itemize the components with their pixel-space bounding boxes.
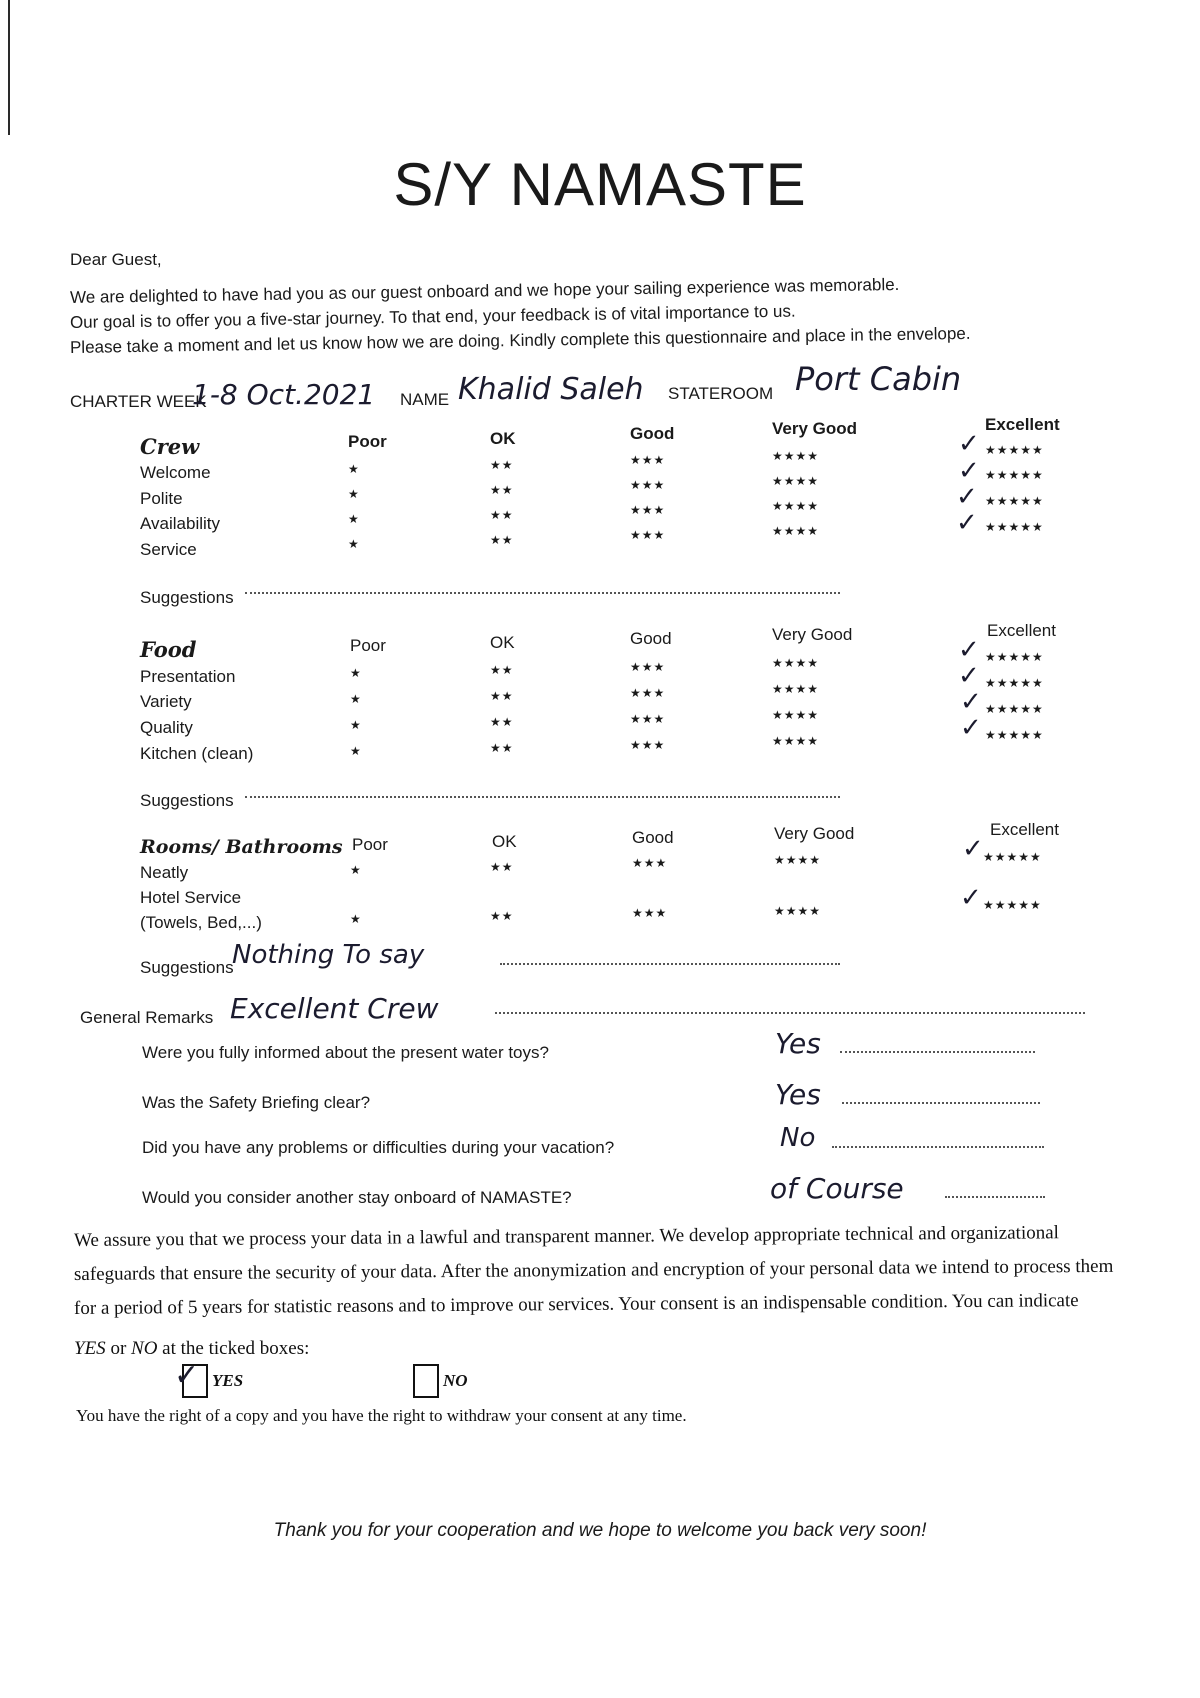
question-water-toys: Were you fully informed about the present water toys? — [142, 1043, 549, 1062]
greeting: Dear Guest, — [70, 250, 162, 269]
rooms-r1-excellent-stars[interactable]: ★★★★★ — [983, 850, 1042, 864]
crew-r4-poor-stars[interactable]: ★ — [348, 537, 360, 551]
rooms-r1-good-stars[interactable]: ★★★ — [632, 856, 668, 870]
crew-col-very-good: Very Good — [772, 419, 858, 438]
food-r1-check-icon: ✓ — [958, 634, 980, 664]
general-remarks-label: General Remarks — [80, 1008, 214, 1027]
rooms-r2-poor-stars[interactable]: ★ — [350, 912, 362, 926]
crew-suggestions-label: Suggestions — [140, 588, 234, 607]
rooms-col-very-good: Very Good — [774, 824, 855, 843]
crew-r4-check-icon: ✓ — [956, 507, 978, 537]
crew-r3-verygood-stars[interactable]: ★★★★ — [772, 499, 820, 513]
rooms-col-good: Good — [632, 828, 674, 847]
stateroom-value[interactable]: Port Cabin — [795, 360, 962, 398]
rooms-heading: Rooms/ Bathrooms — [140, 836, 343, 858]
crew-suggestions-line[interactable] — [245, 592, 840, 594]
crew-r4-excellent-stars[interactable]: ★★★★★ — [985, 520, 1044, 534]
form-title: S/Y NAMASTE — [393, 151, 807, 218]
rooms-col-poor: Poor — [352, 835, 388, 854]
food-col-good: Good — [630, 629, 672, 648]
consent-yes-check-icon: ✓ — [174, 1359, 200, 1392]
food-r3-good-stars[interactable]: ★★★ — [630, 712, 666, 726]
answer-problems-line[interactable] — [832, 1146, 1044, 1148]
general-remarks-value[interactable]: Excellent Crew — [230, 992, 439, 1025]
crew-col-good: Good — [630, 424, 675, 443]
rooms-row-neatly: Neatly — [140, 863, 189, 882]
rooms-r1-ok-stars[interactable]: ★★ — [490, 860, 514, 874]
food-col-poor: Poor — [350, 636, 386, 655]
food-r2-verygood-stars[interactable]: ★★★★ — [772, 682, 820, 696]
stateroom-label: STATEROOM — [668, 384, 774, 403]
legal-or-word: or — [105, 1338, 132, 1359]
crew-col-ok: OK — [490, 429, 516, 448]
crew-r3-good-stars[interactable]: ★★★ — [630, 503, 666, 517]
crew-r1-ok-stars[interactable]: ★★ — [490, 458, 514, 472]
food-r2-excellent-stars[interactable]: ★★★★★ — [985, 676, 1044, 690]
charter-week-label: CHARTER WEEK — [70, 392, 207, 411]
crew-r3-check-icon: ✓ — [956, 481, 978, 511]
crew-r4-good-stars[interactable]: ★★★ — [630, 528, 666, 542]
rooms-r2-ok-stars[interactable]: ★★ — [490, 909, 514, 923]
intro-line-3: Please take a moment and let us know how we are doing. Kindly complete this questionnaire and place in the envelope. — [69, 323, 971, 357]
rooms-suggestions-line[interactable] — [500, 963, 840, 965]
consent-yes-checkbox[interactable] — [174, 1359, 208, 1398]
crew-col-poor: Poor — [348, 432, 387, 451]
crew-r4-verygood-stars[interactable]: ★★★★ — [772, 524, 820, 538]
crew-col-excellent: Excellent — [985, 415, 1060, 434]
legal-yes-word: YES — [74, 1338, 106, 1359]
food-heading: Food — [140, 637, 197, 662]
crew-r1-poor-stars[interactable]: ★ — [348, 462, 360, 476]
food-r4-check-icon: ✓ — [960, 712, 982, 742]
crew-r3-excellent-stars[interactable]: ★★★★★ — [985, 494, 1044, 508]
rooms-r2-good-stars[interactable]: ★★★ — [632, 906, 668, 920]
legal-line-3: for a period of 5 years for statistic reasons and to improve our services. Your consent is an indispensable condition. You can indicate — [73, 1290, 1079, 1319]
food-r4-poor-stars[interactable]: ★ — [350, 744, 362, 758]
legal-rights: You have the right of a copy and you have the right to withdraw your consent at any time. — [76, 1406, 687, 1425]
food-r1-excellent-stars[interactable]: ★★★★★ — [985, 650, 1044, 664]
legal-line-2: safeguards that ensure the security of your data. After the anonymization and encryption of your personal data we intend to process them — [73, 1255, 1114, 1285]
legal-line-1: We assure you that we process your data in a lawful and transparent manner. We develop appropriate technical and organizational — [73, 1222, 1059, 1251]
intro-line-1: We are delighted to have had you as our guest onboard and we hope your sailing experience was memorable. — [69, 274, 900, 307]
rooms-row-hotel-service: Hotel Service — [140, 888, 242, 907]
food-r3-poor-stars[interactable]: ★ — [350, 718, 362, 732]
general-remarks-line[interactable] — [495, 1012, 1085, 1014]
rooms-r2-verygood-stars[interactable]: ★★★★ — [774, 904, 822, 918]
answer-water-toys-line[interactable] — [840, 1051, 1035, 1053]
rooms-suggestions-label: Suggestions — [140, 958, 234, 977]
food-r1-verygood-stars[interactable]: ★★★★ — [772, 656, 820, 670]
scan-edge-line — [8, 0, 10, 135]
food-r2-good-stars[interactable]: ★★★ — [630, 686, 666, 700]
answer-another-stay[interactable]: of Course — [770, 1172, 904, 1205]
answer-water-toys[interactable]: Yes — [775, 1027, 821, 1060]
consent-yes-label: YES — [212, 1371, 244, 1390]
crew-r1-excellent-stars[interactable]: ★★★★★ — [985, 443, 1044, 457]
name-label: NAME — [400, 390, 450, 409]
crew-r1-check-icon: ✓ — [958, 428, 980, 458]
crew-r2-check-icon: ✓ — [958, 455, 980, 485]
charter-week-value[interactable]: 1-8 Oct.2021 — [192, 378, 376, 411]
answer-problems[interactable]: No — [780, 1123, 816, 1153]
rooms-r1-verygood-stars[interactable]: ★★★★ — [774, 853, 822, 867]
food-r4-excellent-stars[interactable]: ★★★★★ — [985, 728, 1044, 742]
food-r3-ok-stars[interactable]: ★★ — [490, 715, 514, 729]
food-row-quality: Quality — [140, 718, 193, 737]
consent-no-checkbox[interactable] — [413, 1364, 439, 1398]
food-suggestions-label: Suggestions — [140, 791, 234, 810]
food-r1-ok-stars[interactable]: ★★ — [490, 663, 514, 677]
crew-r3-poor-stars[interactable]: ★ — [348, 512, 360, 526]
question-another-stay: Would you consider another stay onboard of NAMASTE? — [142, 1188, 572, 1207]
crew-row-welcome: Welcome — [140, 463, 211, 482]
food-r4-good-stars[interactable]: ★★★ — [630, 738, 666, 752]
crew-row-polite: Polite — [140, 489, 183, 508]
food-row-variety: Variety — [140, 692, 192, 711]
food-r1-poor-stars[interactable]: ★ — [350, 666, 362, 680]
crew-r2-good-stars[interactable]: ★★★ — [630, 478, 666, 492]
food-r2-ok-stars[interactable]: ★★ — [490, 689, 514, 703]
rooms-row-towels-bed: (Towels, Bed,...) — [140, 913, 262, 932]
crew-r2-verygood-stars[interactable]: ★★★★ — [772, 474, 820, 488]
food-r2-check-icon: ✓ — [958, 660, 980, 690]
food-r1-good-stars[interactable]: ★★★ — [630, 660, 666, 674]
food-suggestions-line[interactable] — [245, 796, 840, 798]
food-row-presentation: Presentation — [140, 667, 236, 686]
name-value[interactable]: Khalid Saleh — [458, 372, 644, 407]
crew-row-service: Service — [140, 540, 197, 559]
consent-no-label: NO — [443, 1371, 468, 1390]
food-r3-excellent-stars[interactable]: ★★★★★ — [985, 702, 1044, 716]
crew-row-availability: Availability — [140, 514, 221, 533]
food-col-very-good: Very Good — [772, 625, 853, 644]
crew-r2-excellent-stars[interactable]: ★★★★★ — [985, 468, 1044, 482]
rooms-r1-check-icon: ✓ — [962, 833, 984, 863]
rooms-col-ok: OK — [492, 832, 517, 851]
rooms-col-excellent: Excellent — [990, 820, 1059, 839]
food-r4-ok-stars[interactable]: ★★ — [490, 741, 514, 755]
question-problems: Did you have any problems or difficulties during your vacation? — [142, 1138, 615, 1157]
crew-heading: Crew — [140, 434, 200, 459]
rooms-r2-excellent-stars[interactable]: ★★★★★ — [983, 898, 1042, 912]
crew-r4-ok-stars[interactable]: ★★ — [490, 533, 514, 547]
answer-safety-briefing[interactable]: Yes — [775, 1078, 821, 1111]
crew-r2-ok-stars[interactable]: ★★ — [490, 483, 514, 497]
answer-another-stay-line[interactable] — [945, 1196, 1045, 1198]
rooms-r2-check-icon: ✓ — [960, 882, 982, 912]
answer-safety-briefing-line[interactable] — [842, 1102, 1040, 1104]
legal-ticked-boxes-text: at the ticked boxes: — [157, 1338, 310, 1359]
question-safety-briefing: Was the Safety Briefing clear? — [142, 1093, 371, 1112]
crew-r1-verygood-stars[interactable]: ★★★★ — [772, 449, 820, 463]
rooms-suggestions-value[interactable]: Nothing To say — [232, 940, 425, 970]
food-r2-poor-stars[interactable]: ★ — [350, 692, 362, 706]
intro-line-2: Our goal is to offer you a five-star journey. To that end, your feedback is of vital importance to us. — [69, 301, 796, 332]
food-row-kitchen: Kitchen (clean) — [140, 744, 254, 763]
legal-no-word: NO — [131, 1338, 158, 1359]
food-col-excellent: Excellent — [987, 621, 1056, 640]
legal-line-4 — [74, 1338, 309, 1360]
rooms-r1-poor-stars[interactable]: ★ — [350, 863, 362, 877]
food-r4-verygood-stars[interactable]: ★★★★ — [772, 734, 820, 748]
crew-r2-poor-stars[interactable]: ★ — [348, 487, 360, 501]
food-r3-check-icon: ✓ — [960, 686, 982, 716]
food-r3-verygood-stars[interactable]: ★★★★ — [772, 708, 820, 722]
crew-r1-good-stars[interactable]: ★★★ — [630, 453, 666, 467]
food-col-ok: OK — [490, 633, 515, 652]
thank-you-note: Thank you for your cooperation and we hope to welcome you back very soon! — [273, 1520, 927, 1541]
crew-r3-ok-stars[interactable]: ★★ — [490, 508, 514, 522]
